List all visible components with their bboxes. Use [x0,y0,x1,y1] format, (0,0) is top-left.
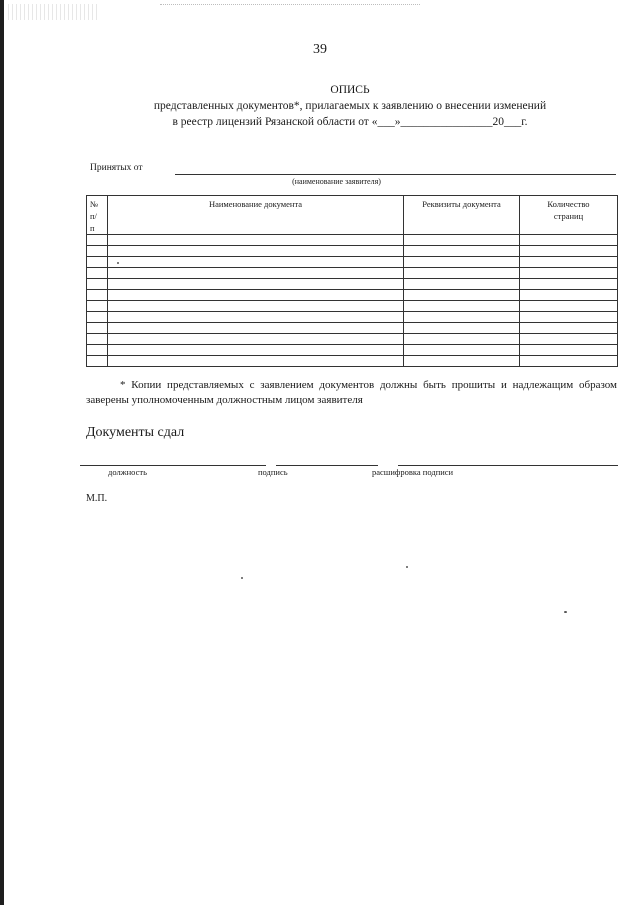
position-line [80,465,266,466]
table-row [87,235,618,246]
table-cell [520,334,618,345]
table-cell [520,246,618,257]
table-row [87,279,618,290]
table-cell [87,334,108,345]
table-cell [520,345,618,356]
position-caption: должность [108,467,147,477]
document-heading [80,82,620,130]
footnote [86,378,617,408]
table-cell [404,312,520,323]
table-cell [108,356,404,367]
table-cell [108,301,404,312]
signature-line [276,465,378,466]
table-cell [520,257,618,268]
table-cell [87,257,108,268]
received-from-label: Принятых от [90,163,143,173]
table-row [87,356,618,367]
table-row [87,268,618,279]
scan-noise [8,4,98,20]
table-cell [108,235,404,246]
table-row [87,290,618,301]
table-row [87,312,618,323]
table-cell [404,345,520,356]
table-cell [520,279,618,290]
table-cell [404,279,520,290]
table-cell [404,235,520,246]
heading-subtitle: представленных документов*, прилагаемых к заявлению о внесении изменений [153,100,547,112]
heading-title: ОПИСЬ [330,84,370,96]
table-cell [87,312,108,323]
table-cell [520,290,618,301]
table-row [87,246,618,257]
table-cell [404,257,520,268]
decryption-line [398,465,618,466]
table-cell [108,323,404,334]
table-cell [87,279,108,290]
handed-over-title: Документы сдал [86,425,185,440]
column-header-page-count: Количество страниц [520,196,618,235]
table-row [87,301,618,312]
column-header-number: № п/ п [87,196,108,235]
table-cell [108,246,404,257]
signature-caption: подпись [258,467,288,477]
table-cell [404,334,520,345]
table-cell [108,279,404,290]
page-number: 39 [313,42,327,57]
table-cell [404,268,520,279]
applicant-name-caption: (наименование заявителя) [292,177,381,186]
documents-table-body [87,235,618,367]
table-cell [108,345,404,356]
table-cell [87,268,108,279]
scan-speck [241,577,243,579]
stamp-placeholder: М.П. [86,493,108,504]
scan-edge [0,0,4,905]
footnote-text: * Копии представляемых с заявлением документов должны быть прошиты и надлежащим образом заверены уполномоченным должностным лицом заявителя [86,379,617,406]
table-cell [404,290,520,301]
scan-speck [564,611,567,613]
table-cell [520,301,618,312]
table-cell [404,323,520,334]
table-cell [404,246,520,257]
scan-speck [117,262,119,264]
table-cell [87,345,108,356]
table-row [87,345,618,356]
table-cell [87,290,108,301]
table-cell [87,323,108,334]
scan-speck [406,566,408,568]
table-cell [404,301,520,312]
scan-artifact-line [160,4,420,5]
table-cell [520,235,618,246]
table-cell [87,246,108,257]
table-cell [404,356,520,367]
table-cell [520,356,618,367]
table-cell [108,257,404,268]
table-cell [108,290,404,301]
documents-table [86,195,618,367]
table-cell [108,312,404,323]
table-cell [108,268,404,279]
column-header-document-name: Наименование документа [108,196,404,235]
column-header-document-details: Реквизиты документа [404,196,520,235]
decryption-caption: расшифровка подписи [372,467,454,477]
table-row [87,323,618,334]
table-cell [520,268,618,279]
applicant-name-line [175,174,616,175]
table-row [87,257,618,268]
table-cell [87,356,108,367]
table-row [87,334,618,345]
table-cell [520,312,618,323]
table-cell [520,323,618,334]
table-cell [87,301,108,312]
heading-registry-line: в реестр лицензий Рязанской области от «___»________________20___г. [172,116,528,128]
table-cell [108,334,404,345]
table-cell [87,235,108,246]
